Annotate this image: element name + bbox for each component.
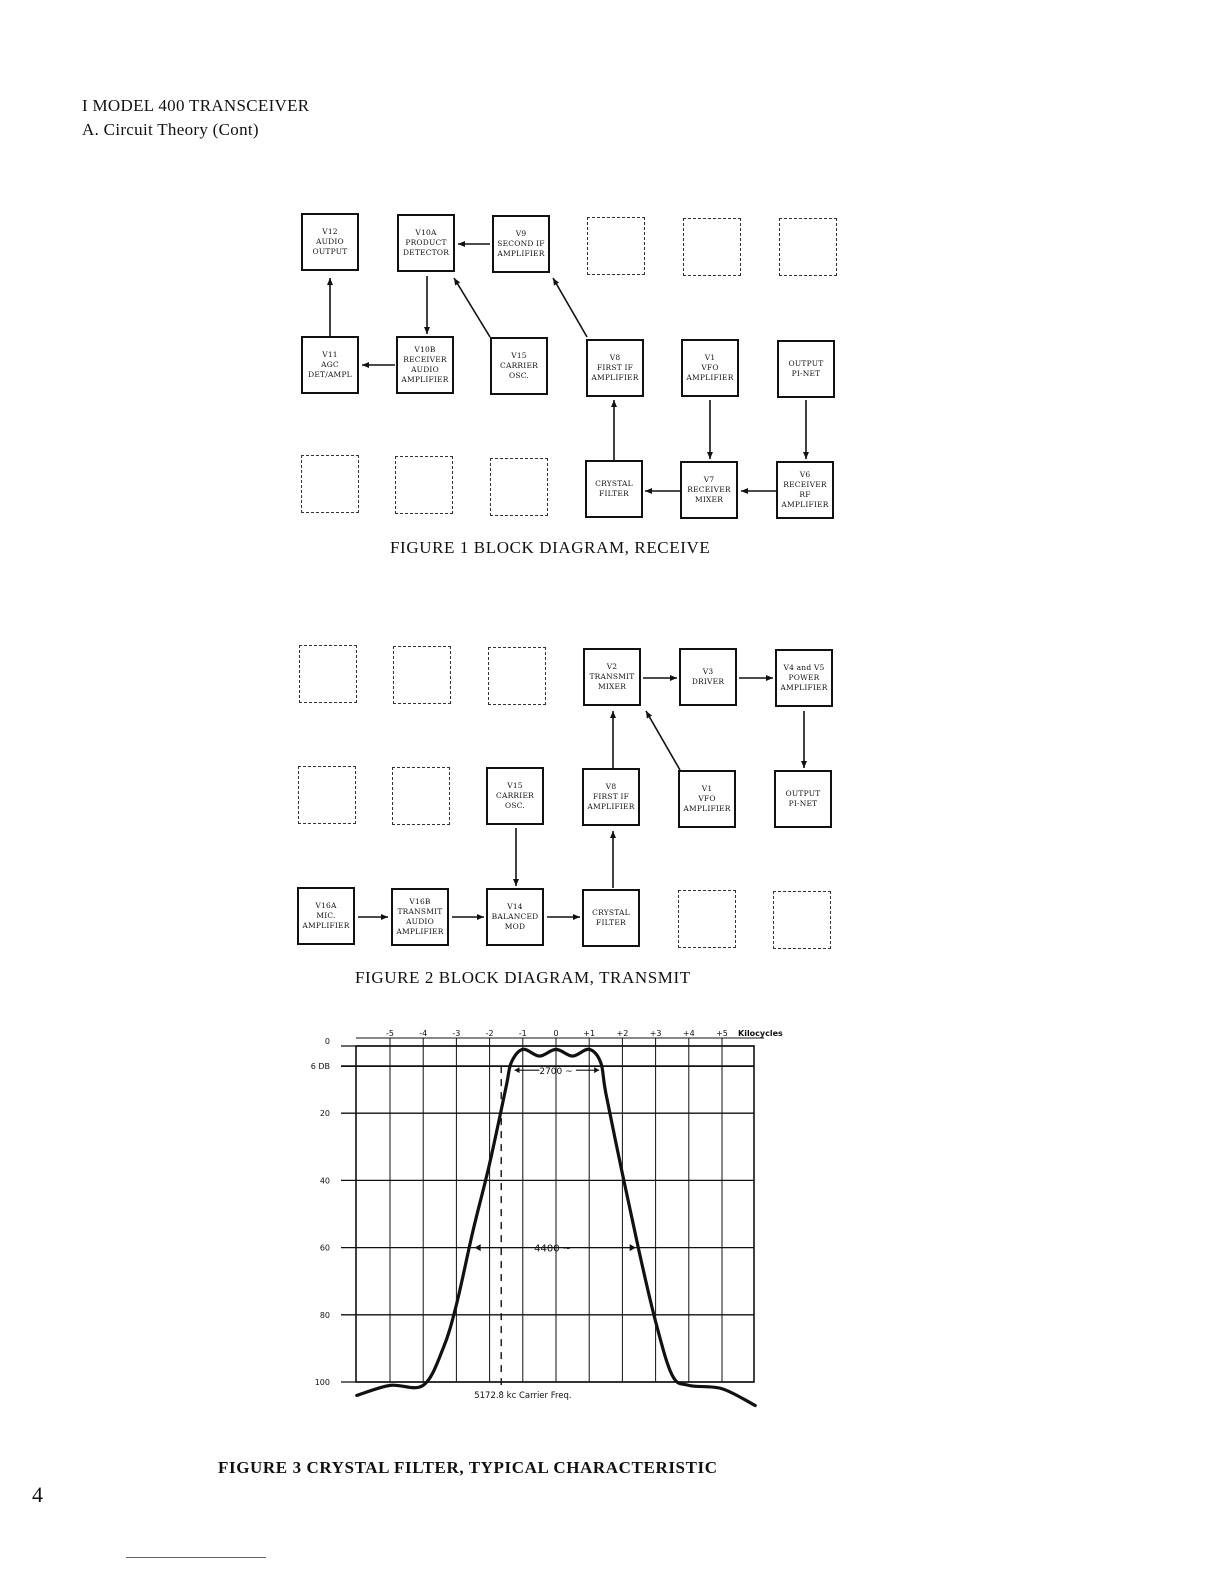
empty-block (773, 891, 831, 949)
empty-block (490, 458, 548, 516)
y-tick-label: 80 (319, 1310, 330, 1320)
x-tick-label: -5 (386, 1029, 394, 1038)
empty-block (395, 456, 453, 514)
block-v7-receiver-mixer: V7 RECEIVER MIXER (680, 461, 738, 519)
block-v9-second-if-amplifier: V9 SECOND IF AMPLIFIER (492, 215, 550, 273)
block-v3-driver: V3 DRIVER (679, 648, 737, 706)
y-axis-ticks (311, 1037, 330, 1387)
bw60-arrowhead-left (475, 1244, 481, 1251)
block-v8-first-if-amplifier: V8 FIRST IF AMPLIFIER (586, 339, 644, 397)
block-output-pi-net: OUTPUT PI-NET (777, 340, 835, 398)
y-tick-label: 40 (319, 1176, 330, 1186)
x-tick-label: -1 (518, 1029, 527, 1038)
bw60-label: 4400 ~ (534, 1243, 572, 1255)
x-tick-label: 0 (553, 1029, 559, 1038)
empty-block (683, 218, 741, 276)
block-v12-audio-output: V12 AUDIO OUTPUT (301, 213, 359, 271)
block-v10b-receiver-audio-amplifier: V10B RECEIVER AUDIO AMPLIFIER (396, 336, 454, 394)
block-v2-transmit-mixer: V2 TRANSMIT MIXER (583, 648, 641, 706)
empty-block (779, 218, 837, 276)
block-v4-v5-power-amplifier: V4 and V5 POWER AMPLIFIER (775, 649, 833, 707)
empty-block (587, 217, 645, 275)
block-v16a-mic-amplifier: V16A MIC. AMPLIFIER (297, 887, 355, 945)
block-crystal-filter: CRYSTAL FILTER (585, 460, 643, 518)
block-v8-first-if-amplifier-tx: V8 FIRST IF AMPLIFIER (582, 768, 640, 826)
bw6-label: 2700 ~ (539, 1067, 573, 1078)
bw6-arrowhead-right (594, 1067, 599, 1073)
subsection-heading: A. Circuit Theory (Cont) (82, 120, 259, 139)
carrier-frequency-label: 5172.8 kc Carrier Freq. (474, 1391, 572, 1401)
empty-block (488, 647, 546, 705)
bw60-arrowhead-right (630, 1244, 636, 1251)
block-v16b-transmit-audio-amplifier: V16B TRANSMIT AUDIO AMPLIFIER (391, 888, 449, 946)
empty-block (393, 646, 451, 704)
chart-grid (341, 1038, 764, 1382)
figure-1-caption: FIGURE 1 BLOCK DIAGRAM, RECEIVE (390, 538, 711, 557)
bw6-arrowhead-left (515, 1067, 520, 1073)
x-tick-label: +3 (649, 1029, 662, 1038)
x-tick-label: -2 (485, 1029, 494, 1038)
block-crystal-filter-tx: CRYSTAL FILTER (582, 889, 640, 947)
block-v15-carrier-osc-tx: V15 CARRIER OSC. (486, 767, 544, 825)
page-number: 4 (32, 1482, 43, 1507)
figure-2-caption: FIGURE 2 BLOCK DIAGRAM, TRANSMIT (355, 968, 691, 987)
x-tick-label: -4 (419, 1029, 428, 1038)
y-tick-label: 100 (314, 1378, 330, 1387)
empty-block (392, 767, 450, 825)
block-v6-receiver-rf-amplifier: V6 RECEIVER RF AMPLIFIER (776, 461, 834, 519)
figure-3-crystal-filter-chart (0, 1025, 1224, 1425)
block-v10a-product-detector: V10A PRODUCT DETECTOR (397, 214, 455, 272)
block-v15-carrier-osc: V15 CARRIER OSC. (490, 337, 548, 395)
x-axis-ticks (386, 1029, 728, 1038)
x-tick-label: +1 (583, 1029, 596, 1038)
x-axis-unit: Kilocycles (738, 1029, 783, 1038)
x-tick-label: +2 (616, 1029, 629, 1038)
empty-block (298, 766, 356, 824)
block-v1-vfo-amplifier-tx: V1 VFO AMPLIFIER (678, 770, 736, 828)
empty-block (301, 455, 359, 513)
y-tick-label: 60 (319, 1243, 330, 1253)
empty-block (299, 645, 357, 703)
figure-3-caption: FIGURE 3 CRYSTAL FILTER, TYPICAL CHARACTERISTIC (218, 1458, 718, 1477)
block-v1-vfo-amplifier: V1 VFO AMPLIFIER (681, 339, 739, 397)
y-tick-label: 0 (324, 1037, 330, 1046)
y-tick-label: 6 DB (310, 1062, 330, 1072)
section-heading: I MODEL 400 TRANSCEIVER (82, 96, 310, 115)
footer-rule (126, 1557, 266, 1558)
empty-block (678, 890, 736, 948)
block-v14-balanced-mod: V14 BALANCED MOD (486, 888, 544, 946)
chart-frame (356, 1046, 754, 1382)
block-v11-agc-det-ampl: V11 AGC DET/AMPL (301, 336, 359, 394)
x-tick-label: -3 (452, 1029, 461, 1038)
block-output-pi-net-tx: OUTPUT PI-NET (774, 770, 832, 828)
x-tick-label: +4 (682, 1029, 695, 1038)
x-tick-label: +5 (716, 1029, 728, 1038)
y-tick-label: 20 (319, 1109, 330, 1119)
